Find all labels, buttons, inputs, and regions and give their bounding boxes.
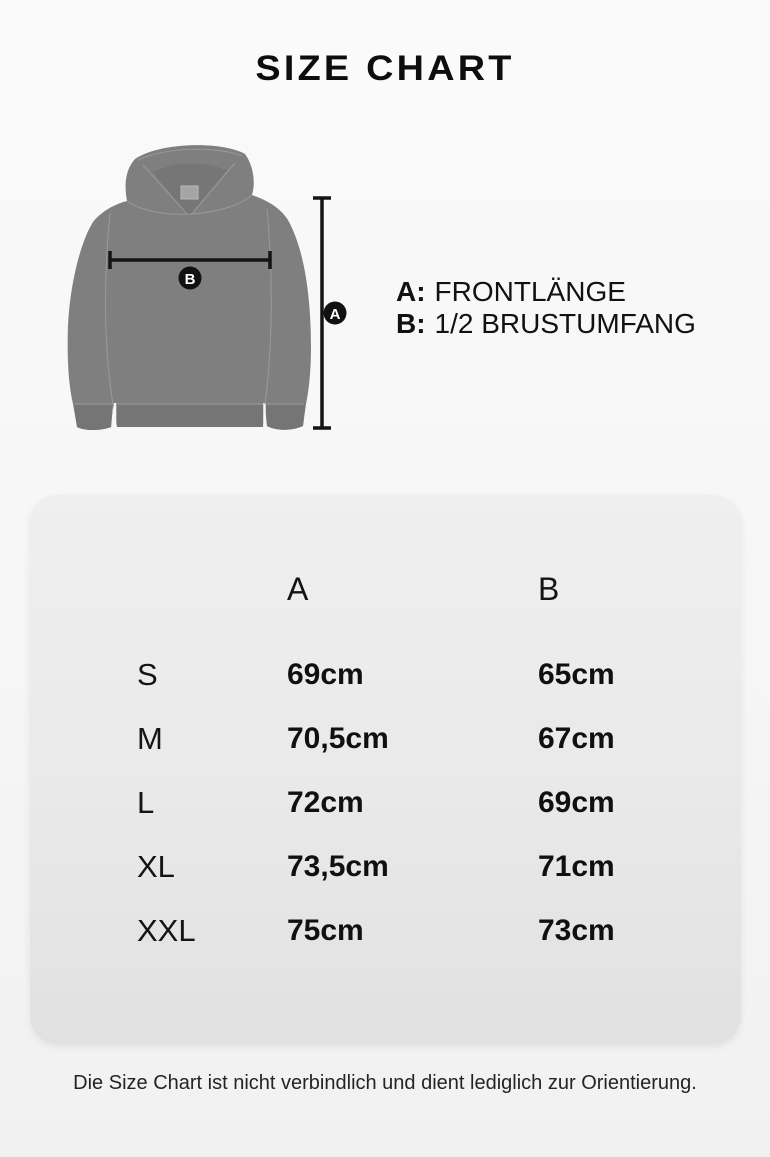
legend-key-b: B: [396,308,426,339]
legend-row-b [396,308,696,340]
hoodie-measurement-diagram [60,133,360,443]
size-cell-xl: XL [137,849,175,884]
value-b-l: 69cm [538,786,615,819]
marker-badge-a [324,302,347,325]
legend-label-a: FRONTLÄNGE [434,276,626,307]
disclaimer-text: Die Size Chart ist nicht verbindlich und dient lediglich zur Orientierung. [73,1072,697,1094]
page-title: SIZE CHART [255,49,515,88]
cuff-right [265,405,305,430]
legend-label-b: 1/2 BRUSTUMFANG [434,308,696,339]
neck-label [181,186,198,199]
marker-badge-b [179,267,202,290]
hem-band [117,405,263,427]
size-table-card [30,495,741,1044]
legend-key-a: A: [396,276,426,307]
value-b-xxl: 73cm [538,914,615,947]
svg-text:B: B [184,271,196,288]
legend-row-a [396,276,696,308]
column-header-a: A [287,571,309,607]
value-a-s: 69cm [287,658,364,691]
value-b-s: 65cm [538,658,615,691]
value-a-xl: 73,5cm [287,850,389,883]
column-header-b: B [538,571,560,607]
value-a-xxl: 75cm [287,914,364,947]
size-cell-xxl: XXL [137,913,196,948]
cuff-left [74,405,113,430]
svg-text:A: A [329,306,341,323]
size-cell-m: M [137,721,163,756]
value-b-xl: 71cm [538,850,615,883]
value-b-m: 67cm [538,722,615,755]
value-a-l: 72cm [287,786,364,819]
measurement-legend [396,276,696,340]
size-cell-l: L [137,785,155,820]
size-cell-s: S [137,657,158,692]
value-a-m: 70,5cm [287,722,389,755]
